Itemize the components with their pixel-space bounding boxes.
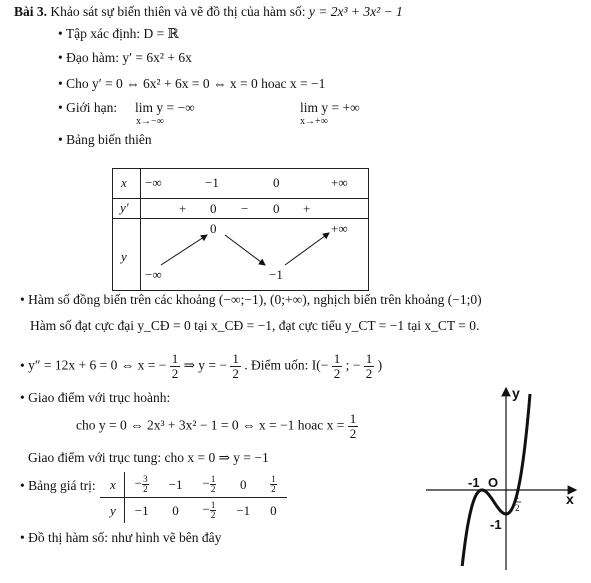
x-intercepts-text: cho y = 0 ⇔ 2x³ + 3x² − 1 = 0 ⇔ x = −1 hoac x = <box>76 417 345 433</box>
x-cell: 0 <box>226 472 260 498</box>
value-table-y-row <box>100 498 287 524</box>
frac-den: 2 <box>333 366 341 381</box>
frac-den: 2 <box>210 510 216 520</box>
value-table-y-label: y <box>100 498 124 524</box>
frac-den: 2 <box>271 484 276 494</box>
label-neg1-x: -1 <box>468 475 480 490</box>
x-intercepts <box>76 412 358 441</box>
sd-inflection: . Điểm uốn: I(− <box>244 357 329 373</box>
y-top-value: 0 <box>210 221 217 236</box>
cell-fraction <box>142 475 149 494</box>
yprime-sign: 0 <box>210 201 217 216</box>
step-critical-points: • Cho y′ = 0 ⇔ 6x² + 6x = 0 ⇔ x = 0 hoac x = −1 <box>58 76 325 92</box>
frac-num: 1 <box>232 351 239 366</box>
y-cell: −1 <box>236 502 251 518</box>
arrow-increase-1 <box>161 235 207 265</box>
x-cell <box>260 472 287 498</box>
limit-right-expr: lim y = +∞ <box>300 100 360 115</box>
second-derivative <box>20 352 382 381</box>
axis-label-y: y <box>512 385 520 401</box>
sd-mid: ⇒ y = − <box>183 357 227 373</box>
yprime-sign: + <box>303 201 311 216</box>
function-graph <box>426 384 586 574</box>
function-formula: y = 2x³ + 3x² − 1 <box>308 4 403 19</box>
label-neg1-y: -1 <box>490 517 502 532</box>
limit-right-sub: x→+∞ <box>300 116 328 127</box>
label-half-den: 2 <box>515 503 520 513</box>
frac-den: 2 <box>232 366 239 381</box>
graph-caption: • Đồ thị hàm số: như hình vẽ bên đây <box>20 530 221 546</box>
sd-text: y″ = 12x + 6 = 0 ⇔ x = − <box>28 357 167 373</box>
value-table-x-label: x <box>100 472 124 498</box>
exercise-number: Bài 3. <box>14 4 48 19</box>
extrema-statement: Hàm số đạt cực đại y_CĐ = 0 tại x_CĐ = −1, đạt cực tiểu y_CT = −1 tại x_CT = 0. <box>30 318 480 333</box>
arrow-decrease <box>225 235 265 265</box>
frac-den: 2 <box>365 366 373 381</box>
monotonic-statement: • Hàm số đồng biến trên các khoảng (−∞;−1), (0;+∞), nghịch biến trên khoảng (−1;0) <box>20 292 482 308</box>
table-heading: • Bảng biến thiên <box>58 132 152 148</box>
variation-arrows <box>113 169 368 290</box>
frac-num: 3 <box>143 474 148 484</box>
label-half-num: 1 <box>515 491 520 501</box>
limit-left-sub: x→−∞ <box>136 116 164 127</box>
cell-sign: − <box>202 475 210 491</box>
frac-num: 1 <box>333 351 341 366</box>
step-domain: • Tập xác định: D = ℝ <box>58 26 179 42</box>
sd-fraction-1 <box>170 352 181 381</box>
sd-inflection-sep: ; − <box>345 357 361 373</box>
arrow-increase-2 <box>285 233 329 265</box>
x-value: 0 <box>273 175 280 190</box>
frac-num: 1 <box>210 500 216 510</box>
y-intercept: Giao điểm với trục tung: cho x = 0 ⇒ y = −1 <box>28 450 269 465</box>
y-bottom-value: −∞ <box>145 267 162 282</box>
variation-table <box>112 168 369 291</box>
yprime-sign: − <box>241 201 249 216</box>
frac-num: 1 <box>271 474 276 484</box>
row-y-label: y <box>121 249 127 264</box>
cell-fraction <box>270 475 277 494</box>
inflection-x-fraction <box>332 352 343 381</box>
frac-den: 2 <box>143 484 148 494</box>
x-cell <box>124 472 158 498</box>
cell-sign: − <box>134 475 143 491</box>
yprime-sign: 0 <box>273 201 280 216</box>
row-x-label: x <box>121 175 127 190</box>
frac-num: 1 <box>210 474 216 484</box>
y-cell: −1 <box>134 502 149 518</box>
sd-fraction-2 <box>230 352 241 381</box>
y-top-value: +∞ <box>331 221 348 236</box>
x-intercepts-heading: • Giao điểm với trục hoành: <box>20 390 170 406</box>
yprime-sign: + <box>179 201 187 216</box>
y-cell: 0 <box>172 502 179 518</box>
x-intercept-fraction <box>348 412 359 441</box>
x-value: −1 <box>205 175 219 190</box>
frac-den: 2 <box>171 366 179 381</box>
limit-right <box>300 100 360 116</box>
frac-den: 2 <box>210 484 216 494</box>
origin-label: O <box>488 475 499 490</box>
step-limits <box>58 100 117 116</box>
cell-fraction <box>210 475 217 494</box>
frac-num: 1 <box>349 411 357 426</box>
y-cell: 0 <box>270 502 277 518</box>
limit-left-expr: lim y = −∞ <box>135 100 195 115</box>
x-value: +∞ <box>331 175 348 190</box>
limit-left <box>135 100 195 116</box>
x-value: −∞ <box>145 175 162 190</box>
row-yprime-label: y′ <box>120 200 129 215</box>
cell-sign: − <box>202 501 210 517</box>
x-cell <box>192 472 226 498</box>
frac-num: 1 <box>171 351 179 366</box>
step-derivative: • Đạo hàm: y′ = 6x² + 6x <box>58 50 192 66</box>
value-table-x-row <box>100 472 287 498</box>
limits-label: • Giới hạn: <box>58 100 117 115</box>
value-table-label: • Bảng giá trị: <box>20 478 96 494</box>
exercise-title <box>14 4 403 20</box>
axis-label-x: x <box>566 491 574 507</box>
inflection-y-fraction <box>364 352 375 381</box>
exercise-prompt: Khảo sát sự biến thiên và vẽ đồ thị của hàm số: <box>50 4 306 19</box>
frac-den: 2 <box>349 426 357 441</box>
y-cell <box>192 498 226 524</box>
x-cell: −1 <box>159 472 193 498</box>
frac-num: 1 <box>365 351 373 366</box>
sd-inflection-end: ) <box>377 357 383 373</box>
value-table <box>100 472 287 523</box>
y-bottom-value: −1 <box>269 267 283 282</box>
cell-fraction <box>210 501 217 520</box>
